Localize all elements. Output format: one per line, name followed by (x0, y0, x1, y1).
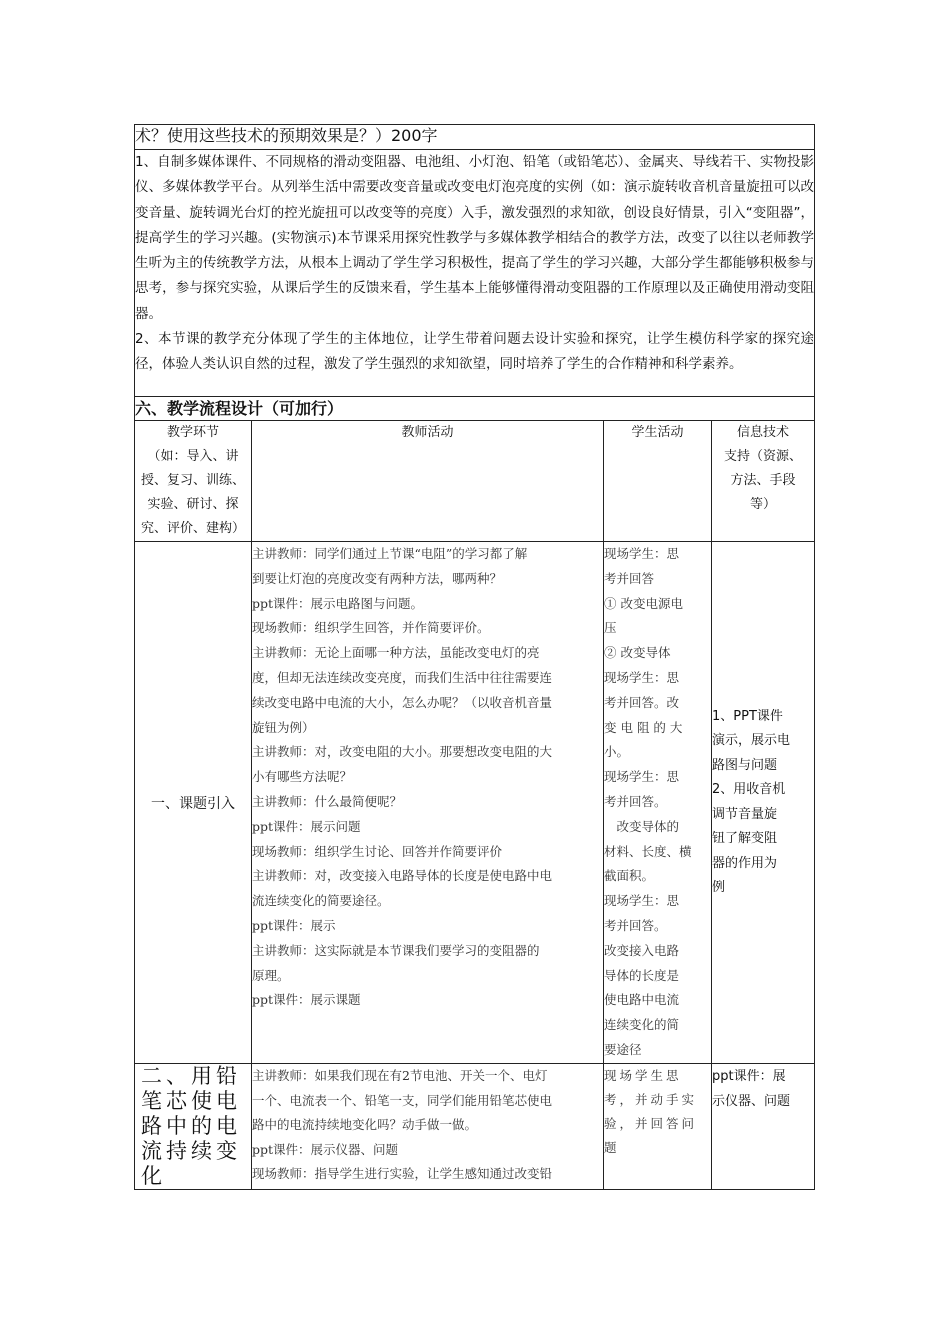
text-line: 示仪器、问题 (712, 1094, 791, 1109)
text-line: 流持续变 (141, 1139, 241, 1163)
text-line: 2、用收音机 (712, 782, 786, 797)
text-line: ppt课件：展 (712, 1069, 786, 1084)
text-line: 钮了解变阻 (712, 831, 778, 846)
text-line: 考并回答。 (604, 917, 667, 933)
header-question: 术？使用这些技术的预期效果是？）200字 (135, 125, 815, 150)
text-line: 现场教师：组织学生回答，并作简要评价。 (252, 620, 490, 636)
text-line: 续改变电路中电流的大小，怎么办呢？（以收音机音量 (252, 694, 553, 710)
text-line: 笔芯使电 (141, 1089, 241, 1113)
question-row (135, 125, 815, 150)
tech-header-line: 信息技术 (737, 425, 790, 440)
column-header-teacher: 教师活动 (252, 421, 604, 542)
student-activity-cell (604, 1064, 712, 1190)
teacher-activity-cell (252, 542, 604, 1064)
text-line: 现场教师：指导学生进行实验，让学生感知通过改变铅 (252, 1166, 553, 1182)
text-line: 路图与问题 (712, 757, 778, 773)
column-header-student: 学生活动 (604, 421, 712, 542)
text-line: ppt课件：展示课题 (252, 992, 361, 1008)
intro-cell (135, 150, 815, 397)
student-activity-cell (604, 542, 712, 1064)
text-line: 材料、长度、横 (604, 843, 692, 859)
text-line: 现场学生：思 (604, 893, 680, 909)
text-line: 主讲教师：什么最简便呢？ (252, 793, 403, 809)
text-line: 器的作用为 (712, 855, 778, 871)
column-header-tech (712, 421, 815, 542)
text-line: 度，但却无法连续改变亮度，而我们生活中往往需要连 (252, 669, 553, 685)
text-line: ② 改变导体 (604, 645, 671, 661)
text-line: ppt课件：展示仪器、问题 (252, 1141, 399, 1157)
text-line: 考并回答 (604, 570, 655, 586)
text-line: 到要让灯泡的亮度改变有两种方法，哪两种？ (252, 570, 503, 586)
text-line: 主讲教师：无论上面哪一种方法，虽能改变电灯的亮 (252, 645, 540, 661)
text-line: 考并回答。 (604, 793, 667, 809)
text-line: 截面积。 (604, 868, 655, 884)
text-line: 题 (604, 1140, 620, 1155)
section-title: 六、教学流程设计（可加行） (135, 397, 815, 421)
teacher-activity-cell (252, 1064, 604, 1190)
text-line: 一个、电流表一个、铅笔一支，同学们能用铅笔芯使电 (252, 1092, 553, 1108)
text-line: 小有哪些方法呢？ (252, 769, 353, 785)
tech-header-line: 方法、手段 (730, 473, 796, 488)
text-line: 现场学生：思 (604, 769, 680, 785)
column-header-row (135, 421, 815, 542)
tech-support-cell (712, 542, 815, 1064)
text-line: 主讲教师：这实际就是本节课我们要学习的变阻器的 (252, 942, 540, 958)
text-line: 考并回答。改 (604, 694, 680, 710)
text-line: 例 (712, 880, 726, 895)
stage-header-line: 教学环节 (166, 425, 219, 440)
stage-header-line: 授、复习、训练、 (140, 473, 245, 488)
text-line: 连续变化的简 (604, 1017, 680, 1033)
text-line: 流连续变化的简要途径。 (252, 893, 390, 909)
stage-header-line: 究、评价、建构） (140, 521, 245, 536)
text-line: 化 (141, 1164, 166, 1188)
text-line: 考，并动手实 (604, 1092, 698, 1107)
text-line: 路中的电 (141, 1114, 241, 1138)
text-line: 路中的电流持续地变化吗？动手做一做。 (252, 1117, 478, 1133)
text-line: 改变导体的 (604, 818, 680, 834)
table-row (135, 1064, 815, 1190)
stage-header-line: （如：导入、讲 (147, 449, 239, 464)
text-line: 改变接入电路 (604, 942, 680, 958)
text-line: 主讲教师：同学们通过上节课“电阻”的学习都了解 (252, 546, 528, 561)
section-row (135, 397, 815, 421)
table-row (135, 542, 815, 1064)
stage-cell: 一、课题引入 (135, 542, 252, 1064)
tech-support-cell (712, 1064, 815, 1190)
text-line: 验，并回答问 (604, 1116, 698, 1131)
text-line: 压 (604, 620, 617, 636)
text-line: 二、用铅 (141, 1064, 241, 1088)
intro-row (135, 150, 815, 397)
stage-header-line: 实验、研讨、探 (147, 497, 239, 512)
text-line: 现场教师：组织学生讨论、回答并作简要评价 (252, 843, 503, 859)
text-line: 主讲教师：对，改变电阻的大小。那要想改变电阻的大 (252, 744, 553, 760)
text-line: 演示，展示电 (712, 733, 791, 748)
text-line: 旋钮为例） (252, 719, 315, 735)
text-line: 小。 (604, 744, 630, 760)
text-line: 现场学生：思 (604, 669, 680, 685)
intro-paragraph-2: 2、本节课的教学充分体现了学生的主体地位，让学生带着问题去设计实验和探究，让学生模仿科学家的探究途径，体验人类认识自然的过程，激发了学生强烈的求知欲望，同时培养了学生的合作精神和科学素养。 (135, 331, 815, 373)
text-line: 使电路中电流 (604, 992, 680, 1008)
text-line: 1、PPT课件 (712, 708, 783, 724)
text-line: ppt课件：展示问题 (252, 818, 361, 834)
text-line: 变 电 阻 的 大 (604, 719, 683, 735)
text-line: ① 改变电源电 (604, 595, 683, 611)
text-line: ppt课件：展示电路图与问题。 (252, 595, 424, 611)
tech-header-line: 支持（资源、 (724, 449, 803, 464)
column-header-stage (135, 421, 252, 542)
stage-cell (135, 1064, 252, 1190)
text-line: 导体的长度是 (604, 967, 680, 983)
text-line: 调节音量旋 (712, 806, 778, 822)
text-line: ppt课件：展示 (252, 917, 336, 933)
text-line: 原理。 (252, 967, 290, 983)
text-line: 要途径 (604, 1041, 642, 1057)
text-line: 主讲教师：对，改变接入电路导体的长度是使电路中电 (252, 868, 553, 884)
text-line: 主讲教师：如果我们现在有2节电池、开关一个、电灯 (252, 1068, 548, 1083)
text-line: 现场学生思 (604, 1068, 682, 1083)
text-line: 现场学生：思 (604, 546, 680, 561)
intro-paragraph-1: 1、自制多媒体课件、不同规格的滑动变阻器、电池组、小灯泡、铅笔（或铅笔芯）、金属夹、导线若干、实物投影仪、多媒体教学平台。从列举生活中需要改变音量或改变电灯泡亮度的实例（如：演示旋转收音机音量旋扭可以改变音量、旋转调光台灯的控光旋扭可以改变等的亮度）入手，激发强烈的求知欲，创设良好情景，引入“变阻器”，提高学生的学习兴趣。(实物演示)本节课采用探究性教学与多媒体教学相结合的教学方法，改变了以往以老师教学生听为主的传统教学方法，从根本上调动了学生学习积极性，提高了学生的学习兴趣，大部分学生都能够积极参与思考，参与探究实验，从课后学生的反馈来看，学生基本上能够懂得滑动变阻器的工作原理以及正确使用滑动变阻器。 (135, 154, 815, 322)
lesson-plan-table (134, 124, 815, 1190)
tech-header-line: 等） (750, 497, 777, 512)
